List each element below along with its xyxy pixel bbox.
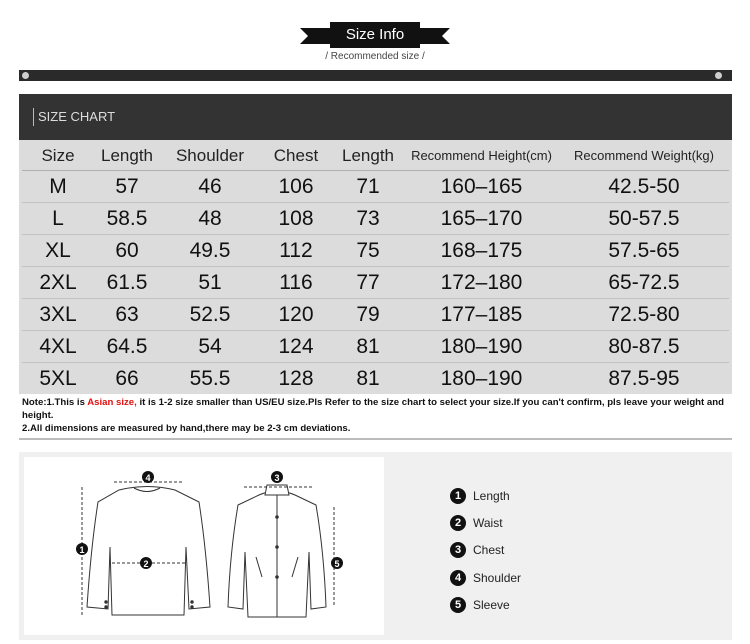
table-cell: 168–175 (404, 235, 559, 267)
jacket-back-icon (87, 487, 210, 616)
legend-item (450, 564, 650, 591)
asian-size-highlight: Asian size, (87, 397, 137, 408)
table-cell: 108 (260, 203, 332, 235)
table-row (22, 171, 729, 203)
number-badge-icon: 2 (450, 515, 466, 531)
number-badge-icon: 3 (450, 542, 466, 558)
table-cell: 42.5-50 (559, 171, 729, 203)
table-row (22, 267, 729, 299)
divider (19, 438, 732, 440)
jacket-diagram-box (24, 457, 384, 635)
table-cell: 60 (94, 235, 160, 267)
column-header: Size (22, 141, 94, 171)
size-info-title: Size Info (330, 22, 420, 48)
size-chart-label: SIZE CHART (33, 108, 115, 126)
legend-item (450, 537, 650, 564)
table-row (22, 235, 729, 267)
table-cell: L (22, 203, 94, 235)
column-header: Recommend Weight(kg) (559, 141, 729, 171)
table-cell: 87.5-95 (559, 363, 729, 395)
table-cell: 64.5 (94, 331, 160, 363)
column-header: Length (94, 141, 160, 171)
legend-label: Length (473, 488, 510, 503)
legend-item (450, 482, 650, 509)
table-cell: 66 (94, 363, 160, 395)
table-cell: 77 (332, 267, 404, 299)
table-cell: 63 (94, 299, 160, 331)
note-line-2: 2.All dimensions are measured by hand,there may be 2-3 cm deviations. (22, 423, 351, 434)
table-cell: 46 (160, 171, 260, 203)
table-cell: 71 (332, 171, 404, 203)
table-row (22, 299, 729, 331)
size-table (22, 141, 729, 394)
jacket-illustration (24, 457, 384, 635)
size-notes (22, 396, 742, 435)
note-prefix: Note:1.This is (22, 397, 88, 408)
table-cell: 3XL (22, 299, 94, 331)
legend-label: Waist (473, 516, 503, 531)
number-badge-icon: 1 (450, 488, 466, 504)
table-cell: 124 (260, 331, 332, 363)
measurement-legend (450, 482, 650, 619)
legend-label: Shoulder (473, 570, 522, 585)
table-cell: 54 (160, 331, 260, 363)
table-row (22, 363, 729, 395)
number-badge-icon: 4 (450, 570, 466, 586)
table-cell: 55.5 (160, 363, 260, 395)
table-cell: 160–165 (404, 171, 559, 203)
table-cell: 112 (260, 235, 332, 267)
decorative-bar (19, 70, 732, 81)
table-cell: 65-72.5 (559, 267, 729, 299)
table-cell: 2XL (22, 267, 94, 299)
table-cell: 81 (332, 331, 404, 363)
table-cell: 58.5 (94, 203, 160, 235)
table-cell: 128 (260, 363, 332, 395)
legend-item (450, 592, 650, 619)
column-header: Length (332, 141, 404, 171)
bolt-icon (22, 72, 29, 79)
table-cell: 116 (260, 267, 332, 299)
table-cell: 61.5 (94, 267, 160, 299)
jacket-front-icon (228, 485, 326, 617)
column-header: Chest (260, 141, 332, 171)
column-header: Shoulder (160, 141, 260, 171)
table-cell: 177–185 (404, 299, 559, 331)
svg-text:3: 3 (274, 473, 280, 483)
recommended-size-subtitle: / Recommended size / (325, 51, 425, 62)
note-line-1 (22, 396, 742, 422)
table-cell: 165–170 (404, 203, 559, 235)
table-cell: 57.5-65 (559, 235, 729, 267)
bolt-icon (715, 72, 722, 79)
table-cell: XL (22, 235, 94, 267)
table-row (22, 203, 729, 235)
table-cell: 75 (332, 235, 404, 267)
table-cell: 80-87.5 (559, 331, 729, 363)
legend-label: Chest (473, 543, 505, 558)
svg-text:5: 5 (334, 559, 340, 569)
table-cell: 4XL (22, 331, 94, 363)
table-cell: 49.5 (160, 235, 260, 267)
table-cell: 120 (260, 299, 332, 331)
table-row (22, 331, 729, 363)
table-cell: 50-57.5 (559, 203, 729, 235)
note-suffix: it is 1-2 size smaller than US/EU size.Pls Refer to the size chart to select your size.If you can't confirm, pls leave your weight and height. (22, 397, 724, 421)
table-cell: 81 (332, 363, 404, 395)
table-cell: 79 (332, 299, 404, 331)
table-cell: 57 (94, 171, 160, 203)
size-chart-header-bar (19, 94, 732, 140)
table-cell: 106 (260, 171, 332, 203)
table-cell: 48 (160, 203, 260, 235)
table-cell: 73 (332, 203, 404, 235)
table-header-row (22, 141, 729, 171)
column-header: Recommend Height(cm) (404, 141, 559, 171)
table-cell: 5XL (22, 363, 94, 395)
svg-text:2: 2 (143, 559, 149, 569)
table-cell: M (22, 171, 94, 203)
legend-item (450, 509, 650, 536)
table-cell: 72.5-80 (559, 299, 729, 331)
table-cell: 52.5 (160, 299, 260, 331)
table-cell: 180–190 (404, 331, 559, 363)
legend-label: Sleeve (473, 598, 510, 613)
table-cell: 172–180 (404, 267, 559, 299)
table-cell: 180–190 (404, 363, 559, 395)
number-badge-icon: 5 (450, 597, 466, 613)
svg-text:1: 1 (79, 545, 85, 555)
table-cell: 51 (160, 267, 260, 299)
svg-text:4: 4 (145, 473, 151, 483)
